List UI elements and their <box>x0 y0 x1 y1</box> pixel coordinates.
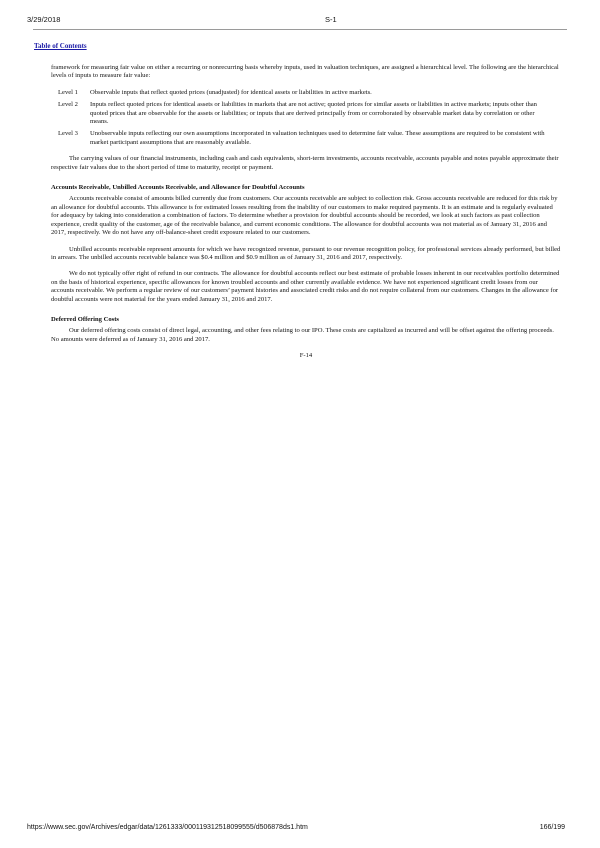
print-header <box>27 15 573 29</box>
intro-paragraph: framework for measuring fair value on either a recurring or nonrecurring basis whereby inputs, used in valuation techniques, are assigned a hierarchical level. The following are the hierarchical levels of inputs to measure fair value: <box>51 64 559 80</box>
level-1-item <box>51 89 561 97</box>
paragraph: Unbilled accounts receivable represent amounts for which we have recognized revenue, pursuant to our revenue recognition policy, for professional services already performed, but billed in arrears. The unbilled accounts receivable balance was $0.4 million and $0.9 million as of January 31, 2016 and 2017, respectively. <box>51 245 561 261</box>
section-heading-deferred-offering-costs: Deferred Offering Costs <box>51 315 119 323</box>
level-description: Observable inputs that reflect quoted prices (unadjusted) for identical assets or liabilities in active markets. <box>90 88 372 96</box>
document-body <box>51 64 561 361</box>
header-divider <box>33 29 567 30</box>
paragraph: Accounts receivable consist of amounts billed currently due from customers. Our accounts receivable are subject to collection risk. Gross accounts receivable are reduced for this risk by an allowance for doubtful accounts. This allowance is for estimated losses resulting from the inability of our customers to make required payments. It is an estimate and is regularly evaluated for adequacy by taking into consideration a combination of factors. To determine whether a provision for doubtful accounts should be recorded, we look at such factors as past collection experience, credit quality of the customer, age of the receivable balance, and current economic conditions. The allowance for doubtful accounts was not material as of January 31, 2016 and 2017, respectively. We do not have any off-balance-sheet credit exposure related to our customers. <box>51 195 558 237</box>
level-description: Inputs reflect quoted prices for identical assets or liabilities in markets that are not active; quoted prices for similar assets or liabilities in active markets; inputs other than quoted prices that are observable for the assets or liabilities; or inputs that are derived principally from or corroborated by observable market data by correlation or other means. <box>90 101 537 126</box>
level-description: Unobservable inputs reflecting our own assumptions incorporated in valuation techniques used to determine fair value. These assumptions are required to be consistent with market participant assumptions that are reasonably available. <box>90 130 545 146</box>
print-footer <box>27 824 573 836</box>
level-label: Level 1 <box>58 88 78 96</box>
level-label: Level 2 <box>58 101 78 109</box>
section-heading-accounts-receivable: Accounts Receivable, Unbilled Accounts Receivable, and Allowance for Doubtful Accounts <box>51 184 305 192</box>
carrying-values-paragraph: The carrying values of our financial instruments, including cash and cash equivalents, short-term investments, accounts receivable, accounts payable and notes payable approximate their respective fair values due to the short period of time to maturity, receipt or payment. <box>51 155 559 171</box>
paragraph: Our deferred offering costs consist of direct legal, accounting, and other fees relating to our IPO. These costs are capitalized as incurred and will be offset against the offering proceeds. No amounts were deferred as of January 31, 2016 and 2017. <box>51 327 554 343</box>
print-title: S-1 <box>325 15 337 24</box>
source-url: https://www.sec.gov/Archives/edgar/data/1261333/000119312518099555/d506878ds1.htm <box>27 824 308 831</box>
table-of-contents-link[interactable]: Table of Contents <box>34 42 87 50</box>
fair-value-levels <box>51 89 561 147</box>
level-label: Level 3 <box>58 130 78 138</box>
print-date: 3/29/2018 <box>27 15 61 24</box>
page-number: F-14 <box>299 352 313 360</box>
level-2-item <box>51 101 561 126</box>
paragraph: We do not typically offer right of refund in our contracts. The allowance for doubtful accounts reflect our best estimate of probable losses inherent in our receivables portfolio determined on the basis of historical experience, specific allowances for known troubled accounts and other currently available evidence. We have not experienced significant credit losses from our accounts receivable. We perform a regular review of our customers’ payment histories and associated credit risks and do not require collateral from our customers. Changes in the allowance for doubtful accounts were not material for the years ended January 31, 2016 and 2017. <box>51 270 560 303</box>
page-count: 166/199 <box>539 824 565 831</box>
level-3-item <box>51 130 561 147</box>
